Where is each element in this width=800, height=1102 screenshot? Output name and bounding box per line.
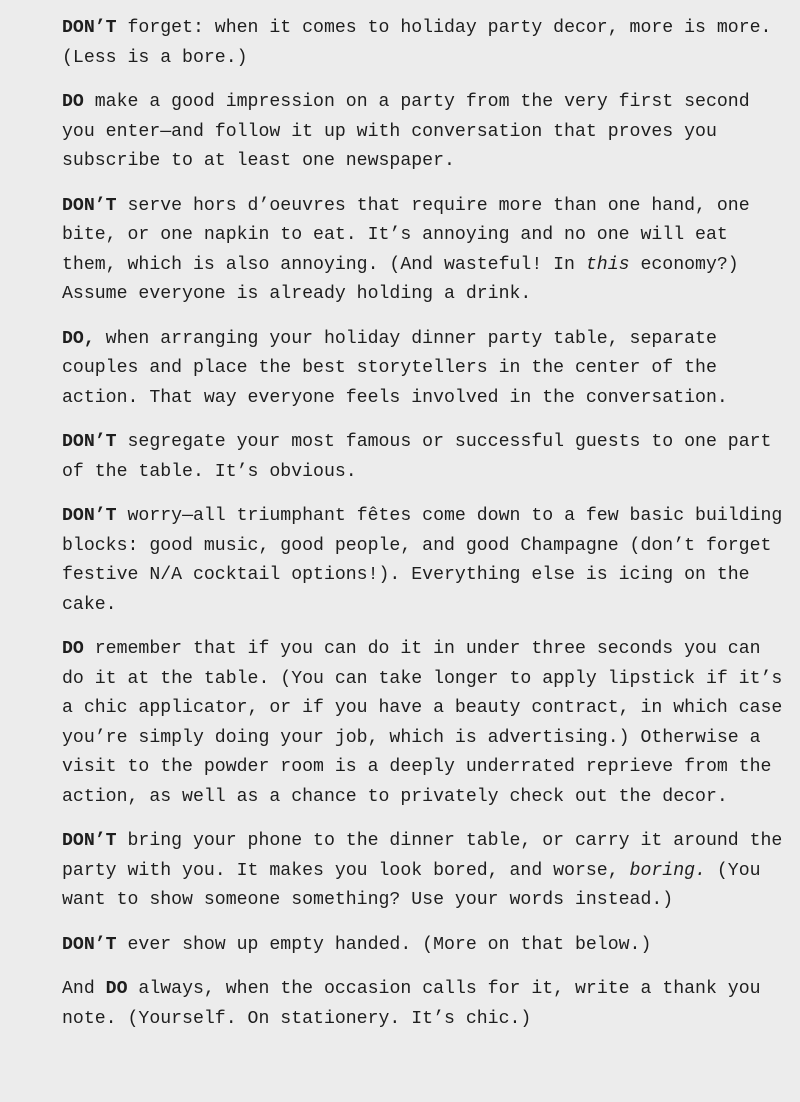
paragraph-3 [62, 192, 792, 310]
paragraph-text: when arranging your holiday dinner party table, separate couples and place the best storytellers in the center of the action. That way everyone feels involved in the conversation. [62, 328, 728, 408]
paragraph-keyword: DO [105, 979, 128, 999]
paragraph-text: forget: when it comes to holiday party decor, more is more. (Less is a bore.) [62, 18, 772, 68]
paragraph-1 [62, 14, 792, 73]
paragraph-keyword: DON’T [62, 831, 117, 851]
paragraph-keyword: DON’T [62, 432, 117, 452]
paragraph-6 [62, 502, 792, 620]
paragraph-9 [62, 931, 792, 961]
article-body [62, 14, 792, 1049]
paragraph-keyword: DO [62, 92, 84, 112]
paragraph-text: segregate your most famous or successful guests to one part of the table. It’s obvious. [62, 432, 772, 482]
paragraph-keyword: DON’T [62, 195, 117, 216]
paragraph-text: remember that if you can do it in under three seconds you can do it at the table. (You can take longer to apply lipstick if it’s a chic applicator, or if you have a beauty contract, in which case you’re simply doing your job, which is advertising.) Otherwise a visit to the powder room is a deeply underrated reprieve from the action, as well as a chance to privately check out the decor. [62, 639, 783, 807]
paragraph-text-before: serve hors d’oeuvres that require more than one hand, one bite, or one napkin to eat. It’s annoying and no one will eat them, which is also annoying. (And wasteful! In [62, 195, 750, 275]
paragraph-text: always, when the occasion calls for it, write a thank you note. (Yourself. On stationery. It’s chic.) [62, 979, 761, 1029]
paragraph-text-after: (You want to show someone something? Use your words instead.) [62, 860, 761, 910]
paragraph-text: make a good impression on a party from the very first second you enter—and follow it up with conversation that proves you subscribe to at least one newspaper. [62, 92, 750, 171]
paragraph-4 [62, 325, 792, 414]
paragraph-keyword: DO [62, 639, 84, 659]
paragraph-5 [62, 428, 792, 487]
paragraph-2 [62, 88, 792, 177]
paragraph-text-after: economy?) Assume everyone is already holding a drink. [62, 254, 739, 304]
paragraph-7 [62, 635, 792, 812]
paragraph-emphasis: boring. [629, 860, 706, 881]
paragraph-10 [62, 975, 792, 1034]
paragraph-text: worry—all triumphant fêtes come down to a few basic building blocks: good music, good people, and good Champagne (don’t forget festive N/A cocktail options!). Everything else is icing on the cake. [62, 506, 783, 615]
paragraph-keyword: DO, [62, 328, 95, 349]
paragraph-prefix: And [62, 979, 106, 999]
paragraph-emphasis: this [585, 254, 630, 275]
paragraph-8 [62, 827, 792, 916]
paragraph-keyword: DON’T [62, 506, 117, 526]
paragraph-text-before: bring your phone to the dinner table, or carry it around the party with you. It makes you look bored, and worse, [62, 831, 783, 881]
paragraph-text: ever show up empty handed. (More on that below.) [116, 934, 652, 955]
paragraph-keyword: DON’T [62, 934, 117, 955]
paragraph-keyword: DON’T [62, 18, 117, 38]
